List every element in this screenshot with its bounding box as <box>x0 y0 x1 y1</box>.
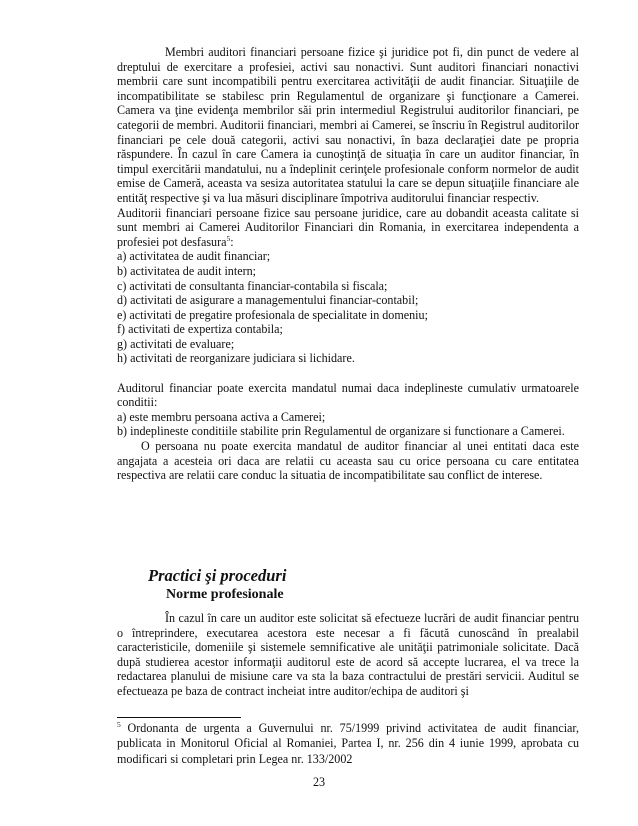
footnote <box>117 721 579 767</box>
subsection-title: Norme profesionale <box>166 587 284 602</box>
footnote-reference: 5 <box>226 233 231 243</box>
paragraph-independent-activities <box>117 206 579 250</box>
main-text-block <box>117 45 579 483</box>
paragraph-independent-activities-end: : <box>230 234 234 249</box>
list-item: a) este membru persoana activa a Camerei; <box>117 409 326 424</box>
paragraph-gap <box>117 366 579 381</box>
footnote-divider <box>117 717 241 718</box>
list-item: c) activitati de consultanta financiar-contabila si fiscala; <box>117 278 388 293</box>
section-text-block <box>117 611 579 699</box>
section-title: Practici şi proceduri <box>148 566 287 585</box>
list-item: b) indeplineste conditiile stabilite prin Regulamentul de organizare si functionare a Camerei. <box>117 424 565 439</box>
list-item: h) activitati de reorganizare judiciara si lichidare. <box>117 351 355 366</box>
list-item: g) activitati de evaluare; <box>117 336 235 351</box>
list-item: d) activitati de asigurare a managementului financiar-contabil; <box>117 293 419 308</box>
paragraph-professional-norms: În cazul în care un auditor este solicitat să efectueze lucrări de audit financiar pentru o întreprindere, executarea acestora este necesar a fi făcută cunoscând în prealabil caracteristicile, domeniile şi sistemele semnificative ale unităţii patrimoniale solicitate. Dacă după studierea acestor informaţii auditorul este de acord să accepte lucrarea, el va trece la redactarea planului de misiune care va sta la baza contractului de prestări servicii. Auditul se efectueaza pe baza de contract incheiat intre auditor/echipa de auditori şi <box>117 611 579 698</box>
list-item: a) activitatea de audit financiar; <box>117 249 271 264</box>
list-item: b) activitatea de audit intern; <box>117 263 257 278</box>
paragraph-auditor-categories: Membri auditori financiari persoane fizice şi juridice pot fi, din punct de vedere al dreptului de exercitare a profesiei, activi sau nonactivi. Sunt auditori financiari nonactivi membrii care sunt incompatibili pentru exercitarea activităţii de audit financiar. Situaţiile de incompatibilitate se stabilesc prin Regulamentul de organizare şi funcţionare a Camerei. Camera va ţine evidenţa membrilor săi prin intermediul Registrului auditorilor financiari, pe categorii de membri. Auditorii financiari, membri ai Camerei, se înscriu în Registrul auditorilor financiari pe cele două categorii, activi sau nonactivi, în baza declaraţiei date pe propria răspundere. În cazul în care Camera ia cunoştinţă de situaţia în care un auditor financiar, în timpul exercitării mandatului, nu a îndeplinit cerinţele profesionale conform normelor de audit emise de Cameră, aceasta va sesiza autoritatea statului la care se depun situaţiile financiare ale entităţ respective şi va lua măsuri disciplinare împotriva auditorului financiar respectiv. <box>117 45 579 205</box>
list-item: f) activitati de expertiza contabila; <box>117 322 283 337</box>
list-item: e) activitati de pregatire profesionala de specialitate in domeniu; <box>117 307 428 322</box>
footnote-text: Ordonanta de urgenta a Guvernului nr. 75/1999 privind activitatea de audit financiar, publicata in Monitorul Oficial al Romaniei, Partea I, nr. 256 din 4 iunie 1999, aprobata cu modificari si completari prin Legea nr. 133/2002 <box>117 721 579 766</box>
activities-list <box>117 249 579 366</box>
footnote-marker: 5 <box>117 719 121 729</box>
paragraph-incompatibility: O persoana nu poate exercita mandatul de auditor financiar al unei entitati daca este angajata a acesteia ori daca are relatii cu aceasta sau cu orice persoana cu care entitatea respectiva are relatii care conduc la situatia de incompatibilitate sau conflict de interese. <box>117 439 579 483</box>
paragraph-independent-activities-text: Auditorii financiari persoane fizice sau persoane juridice, care au dobandit aceasta calitate si sunt membri ai Camerei Auditorilor Financiari din Romania, in exercitarea independenta a profesiei pot desfasura <box>117 205 579 249</box>
page-number: 23 <box>312 775 326 789</box>
paragraph-mandate-conditions: Auditorul financiar poate exercita mandatul numai daca indeplineste cumulativ urmatoarele conditii: <box>117 380 579 410</box>
conditions-list <box>117 410 579 439</box>
